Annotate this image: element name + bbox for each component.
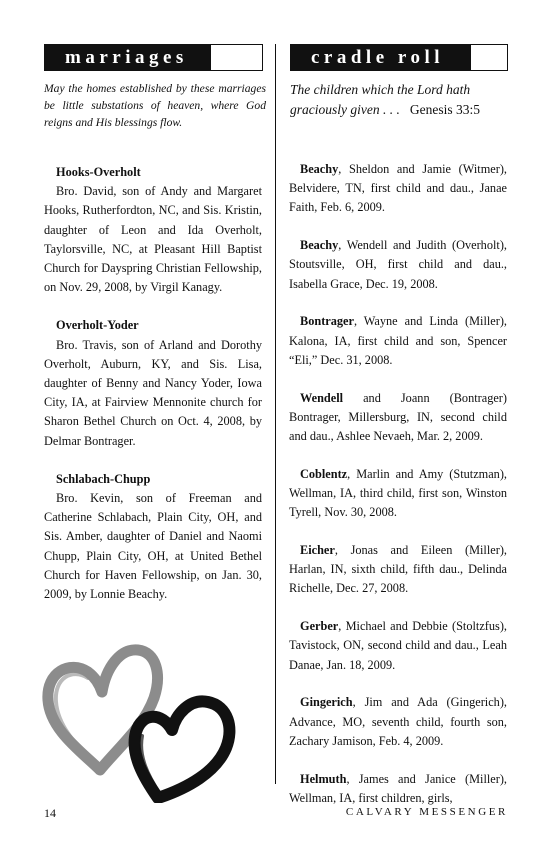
marriages-header-box xyxy=(211,45,262,70)
birth-text: , Sheldon and Jamie (Witmer), Belvidere, TN, first child and dau., Janae Faith, Feb. 6, 2009. xyxy=(289,162,507,215)
birth-text: , Michael and Debbie (Stoltzfus), Tavistock, ON, second child and dau., Leah Danae, Jan. 18, 2009. xyxy=(289,619,507,672)
birth-entry xyxy=(289,312,507,370)
marriages-header xyxy=(44,44,263,71)
hearts-illustration xyxy=(40,638,240,803)
birth-text: , Marlin and Amy (Stutzman), Wellman, IA, third child, first son, Winston Tyrell, Nov. 30, 2008. xyxy=(289,466,507,520)
birth-entry xyxy=(289,770,507,808)
cradle-roll-header-box xyxy=(471,45,507,70)
birth-family-name: Coblentz xyxy=(300,466,348,481)
birth-family-name: Beachy xyxy=(300,162,339,176)
cradle-roll-list xyxy=(289,160,507,827)
birth-entry xyxy=(289,160,507,218)
marriage-title: Schlabach-Chupp xyxy=(56,471,151,486)
birth-family-name: Gingerich xyxy=(300,695,353,710)
birth-family-name: Helmuth xyxy=(300,771,347,786)
birth-entry xyxy=(289,541,507,599)
birth-entry xyxy=(289,617,507,675)
cradle-roll-intro xyxy=(290,80,510,120)
birth-text: and Joann (Bontrager) Bontrager, Millersburg, IN, second child and dau., Ashlee Nevaeh, Mar. 2, 2009. xyxy=(289,390,507,444)
marriage-entry xyxy=(44,163,262,297)
birth-entry xyxy=(289,465,507,523)
marriage-title: Overholt-Yoder xyxy=(56,318,139,333)
marriage-entry xyxy=(44,316,262,450)
page-number: 14 xyxy=(44,806,56,820)
marriages-header-label: marriages xyxy=(45,45,211,70)
cradle-roll-header xyxy=(290,44,508,71)
birth-text: , Jonas and Eileen (Miller), Harlan, IN, sixth child, fifth dau., Delinda Richelle, Dec. 27, 2008. xyxy=(289,543,507,596)
black-heart-icon xyxy=(135,701,230,798)
birth-entry xyxy=(289,236,507,294)
birth-text: , Jim and Ada (Gingerich), Advance, MO, seventh child, fourth son, Zachary Jamison, Feb. 4, 2009. xyxy=(289,695,507,748)
birth-family-name: Eicher xyxy=(300,543,335,558)
birth-entry xyxy=(289,693,507,751)
cradle-roll-header-label: cradle roll xyxy=(291,45,471,70)
marriage-title: Hooks-Overholt xyxy=(56,165,141,179)
birth-text: , James and Janice (Miller), Wellman, IA, first children, girls, xyxy=(289,771,507,805)
marriage-text: Bro. David, son of Andy and Margaret Hooks, Rutherfordton, NC, and Sis. Kristin, daughter of Leon and Ida Overholt, Taylorsville, NC, at Pleasant Hill Baptist Church for Dayspring Christian Fellowship, on Nov. 29, 2008, by Virgil Kanagy. xyxy=(44,184,262,295)
birth-entry xyxy=(289,389,507,447)
cradle-roll-intro-text: The children which the Lord hath graciously given . . . xyxy=(290,82,471,117)
birth-family-name: Bontrager xyxy=(300,314,354,329)
marriage-text: Bro. Travis, son of Arland and Dorothy Overholt, Auburn, KY, and Sis. Lisa, daughter of Benny and Nancy Yoder, Iowa City, IA, at Fairview Mennonite church for Sharon Bethel Church on Oct. 4, 2008, by Delmar Bontrager. xyxy=(44,337,262,448)
birth-family-name: Gerber xyxy=(300,619,339,634)
birth-text: , Wayne and Linda (Miller), Kalona, IA, first child and son, Spencer “Eli,” Dec. 31, 2008. xyxy=(289,314,507,367)
marriages-intro: May the homes established by these marriages be little substations of heaven, where God reigns and His blessings flow. xyxy=(44,82,266,129)
publication-name: CALVARY MESSENGER xyxy=(345,806,508,818)
marriage-entry xyxy=(44,470,262,604)
marriages-list xyxy=(44,163,262,623)
birth-family-name: Beachy xyxy=(300,238,339,253)
birth-family-name: Wendell xyxy=(300,390,344,405)
cradle-roll-intro-ref: Genesis 33:5 xyxy=(409,102,480,117)
column-divider xyxy=(275,44,276,784)
marriage-text: Bro. Kevin, son of Freeman and Catherine Schlabach, Plain City, OH, and Sis. Amber, daughter of Daniel and Naomi Chupp, Plain City, OH, at United Bethel Church for Haven Fellowship, on Jan. 30, 2009, by Lonnie Beachy. xyxy=(44,491,262,602)
birth-text: , Wendell and Judith (Overholt), Stoutsville, OH, first child and dau., Isabella Grace, Dec. 19, 2008. xyxy=(289,238,507,291)
